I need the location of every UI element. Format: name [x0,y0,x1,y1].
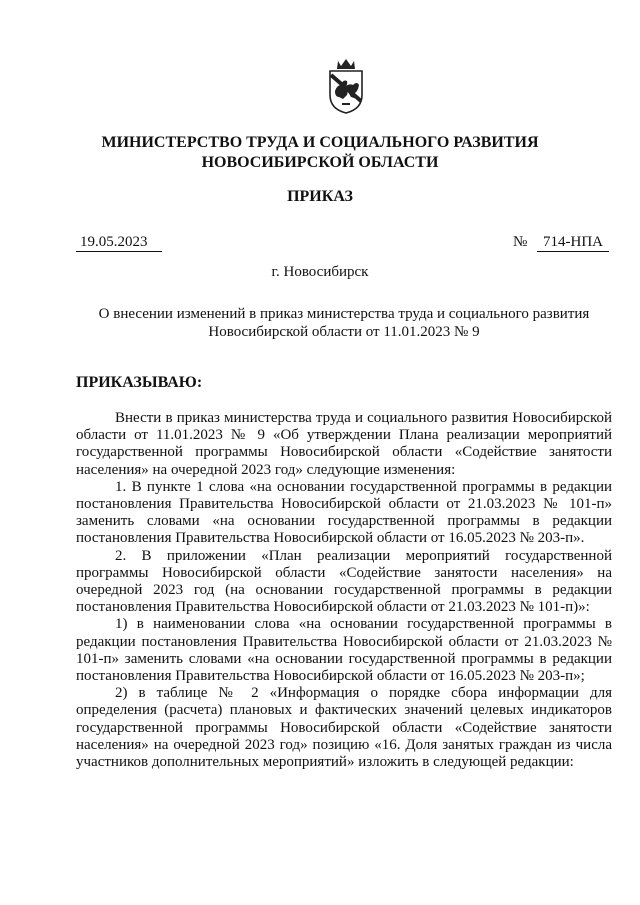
ministry-name [0,133,640,173]
directive-heading: ПРИКАЗЫВАЮ: [76,374,203,391]
coat-of-arms-icon [325,57,367,115]
body-paragraph: Внести в приказ министерства труда и социального развития Новосибирской области от 11.01.2023 № 9 «Об утверждении Плана реализации мероприятий государственной программы Новосибирской области «Содействие занятости населения» на очередной 2023 год» следующие изменения: [76,410,612,478]
subject-line1: О внесении изменений в приказ министерства труда и социального развития [98,306,590,322]
body-paragraph: 1) в наименовании слова «на основании государственной программы в редакции постановления Правительства Новосибирской области от 21.03.2023 № 101-п» заменить словами «на основании государственной программы в редакции постановления Правительства Новосибирской области от 16.05.2023 № 203-п»; [76,616,612,685]
document-type-title: ПРИКАЗ [287,188,353,205]
document-number: 714-НПА [537,234,609,252]
ministry-name-line2: НОВОСИБИРСКОЙ ОБЛАСТИ [201,154,439,171]
document-body [76,410,612,771]
body-paragraph: 2. В приложении «План реализации мероприятий государственной программы Новосибирской области «Содействие занятости населения» на очередной 2023 год (на основании государственной программы в редакции постановления Правительства Новосибирской области от 21.03.2023 № 101-п)»: [76,547,612,616]
ministry-name-line1: МИНИСТЕРСТВО ТРУДА И СОЦИАЛЬНОГО РАЗВИТИЯ [101,134,539,151]
document-date: 19.05.2023 [76,234,162,252]
number-sign: № [513,234,528,250]
city-label: г. Новосибирск [271,264,369,280]
subject-line2: Новосибирской области от 11.01.2023 № 9 [208,324,480,340]
document-subject [76,305,612,341]
body-paragraph: 1. В пункте 1 слова «на основании государственной программы в редакции постановления Правительства Новосибирской области от 21.03.2023 № 101-п» заменить словами «на основании государственной программы в редакции постановления Правительства Новосибирской области от 16.05.2023 № 203-п». [76,478,612,547]
body-paragraph: 2) в таблице № 2 «Информация о порядке сбора информации для определения (расчета) плановых и фактических значений целевых индикаторов государственной программы Новосибирской области «Содействие занятости населения» на очередной 2023 год» позицию «16. Доля занятых граждан из числа участников дополнительных мероприятий» изложить в следующей редакции: [76,685,612,771]
